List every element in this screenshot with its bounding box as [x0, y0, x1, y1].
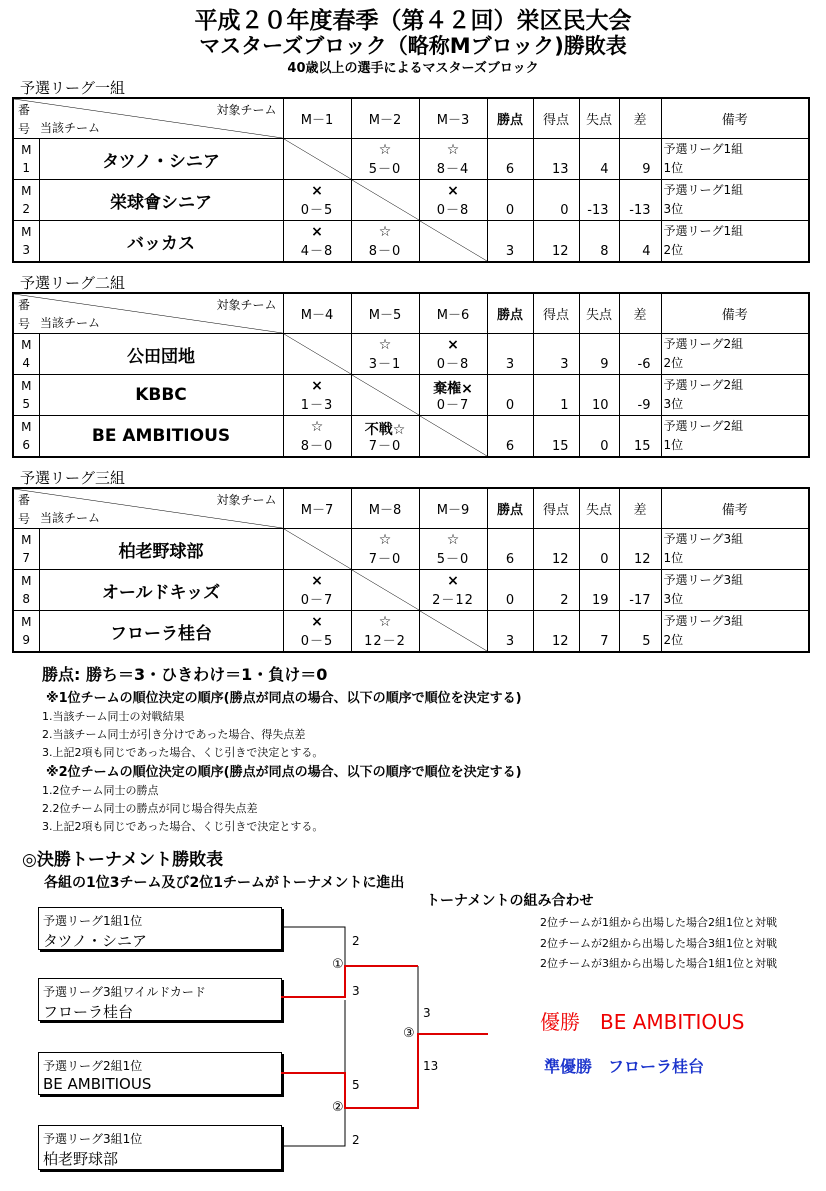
score-final-bottom: 13: [423, 1059, 439, 1073]
team-name: KBBC: [39, 375, 283, 416]
column-header-scored: 得点: [533, 488, 579, 529]
stat-diff: 12: [633, 552, 651, 567]
row-code: M: [21, 225, 32, 239]
team-name: オールドキッズ: [39, 570, 283, 611]
column-header-scored: 得点: [533, 98, 579, 139]
stat-lost: 7: [600, 634, 609, 649]
column-header-opponent: M－3: [419, 98, 487, 139]
column-header-opponent: M－6: [419, 293, 487, 334]
column-header-remarks: 備考: [661, 98, 809, 139]
team-name: タツノ・シニア: [39, 139, 283, 180]
column-header-opponent: M－4: [283, 293, 351, 334]
entry-label: 予選リーグ3組ワイルドカード: [43, 985, 206, 999]
row-code: 6: [22, 438, 31, 452]
group-label: 予選リーグ三組: [20, 469, 126, 487]
result-score: 8－0: [368, 244, 402, 259]
column-header-opponent: M－2: [351, 98, 419, 139]
rules-first-head: ※1位チームの順位決定の順序(勝点が同点の場合、以下の順序で順位を決定する): [46, 691, 522, 706]
column-header-points: 勝点: [487, 98, 533, 139]
match-label-3: ③: [403, 1026, 415, 1041]
team-name: BE AMBITIOUS: [39, 416, 283, 458]
row-code: 5: [22, 397, 31, 411]
result-mark: 棄権×: [433, 381, 473, 397]
header-number-label: 番 号: [18, 493, 31, 526]
stat-points: 6: [505, 552, 515, 567]
stat-lost: 9: [600, 357, 609, 372]
page-note: 40歳以上の選手によるマスターズブロック: [287, 61, 539, 76]
rules-first-item: 3.上記2項も同じであった場合、くじ引きで決定とする。: [42, 746, 324, 759]
result-mark: ☆: [378, 337, 392, 353]
remark-line: 2位: [663, 356, 684, 370]
result-score: 5－0: [368, 162, 402, 177]
result-mark: ☆: [378, 142, 392, 158]
result-mark: ×: [311, 614, 323, 630]
group-label: 予選リーグ二組: [20, 274, 126, 292]
header-self-label: 当該チーム: [40, 511, 101, 525]
entry-name: タツノ・シニア: [43, 932, 147, 950]
stat-lost: 4: [600, 162, 609, 177]
score-m2-bottom: 2: [352, 1133, 360, 1147]
remark-line: 予選リーグ3組: [663, 532, 744, 546]
result-mark: ×: [311, 224, 323, 240]
stat-scored: 13: [551, 162, 569, 177]
tournament-desc: 各組の1位3チーム及び2位1チームがトーナメントに進出: [44, 875, 405, 891]
row-code: M: [21, 533, 32, 547]
remark-line: 2位: [663, 243, 684, 257]
stat-points: 3: [505, 357, 515, 372]
column-header-opponent: M－9: [419, 488, 487, 529]
entry-label: 予選リーグ3組1位: [43, 1132, 143, 1146]
row-code: 8: [22, 592, 31, 606]
group-label: 予選リーグ一組: [20, 79, 126, 97]
result-mark: ☆: [446, 532, 460, 548]
stat-diff: -6: [637, 357, 651, 372]
remark-line: 3位: [663, 592, 684, 606]
row-code: 3: [22, 243, 31, 257]
result-mark: ☆: [378, 224, 392, 240]
entry-label: 予選リーグ2組1位: [43, 1059, 143, 1073]
stat-diff: 5: [642, 634, 651, 649]
entry-label: 予選リーグ1組1位: [43, 914, 143, 928]
entry-name: BE AMBITIOUS: [43, 1075, 152, 1093]
remark-line: 1位: [663, 438, 684, 452]
remark-line: 予選リーグ3組: [663, 573, 744, 587]
stat-lost: 0: [600, 439, 609, 454]
stat-lost: 19: [591, 593, 609, 608]
column-header-opponent: M－1: [283, 98, 351, 139]
remark-line: 3位: [663, 202, 684, 216]
result-score: 3－1: [368, 357, 402, 372]
stat-points: 3: [505, 244, 515, 259]
result-score: 7－0: [368, 552, 402, 567]
result-mark: ×: [447, 573, 459, 589]
result-score: 0－8: [436, 357, 470, 372]
stat-scored: 12: [551, 634, 569, 649]
result-mark: ×: [311, 378, 323, 394]
result-score: 7－0: [368, 439, 402, 454]
column-header-points: 勝点: [487, 488, 533, 529]
row-code: 9: [22, 633, 31, 647]
stat-scored: 1: [560, 398, 569, 413]
column-header-opponent: M－8: [351, 488, 419, 529]
header-number-label: 番 号: [18, 103, 31, 136]
stat-points: 0: [505, 593, 515, 608]
result-mark: 不戦☆: [364, 422, 406, 438]
entry-name: フローラ桂台: [43, 1003, 134, 1021]
stat-scored: 2: [560, 593, 569, 608]
score-m1-bottom: 3: [352, 984, 360, 998]
stat-scored: 3: [560, 357, 569, 372]
column-header-remarks: 備考: [661, 293, 809, 334]
row-code: 4: [22, 356, 31, 370]
result-score: 8－4: [436, 162, 470, 177]
result-mark: ☆: [378, 532, 392, 548]
header-target-label: 対象チーム: [216, 298, 277, 312]
header-number-label: 番 号: [18, 298, 31, 331]
remark-line: 1位: [663, 161, 684, 175]
entry-name: 柏老野球部: [43, 1150, 119, 1168]
score-m2-top: 5: [352, 1078, 360, 1092]
rules-first-item: 1.当該チーム同士の対戦結果: [42, 710, 185, 723]
result-score: 0－5: [300, 634, 334, 649]
rules-second-item: 1.2位チーム同士の勝点: [42, 784, 159, 797]
result-mark: ×: [311, 183, 323, 199]
tournament-title: ◎決勝トーナメント勝敗表: [22, 850, 224, 870]
row-code: M: [21, 338, 32, 352]
rules-points: 勝点: 勝ち＝3・ひきわけ＝1・負け＝0: [42, 665, 328, 684]
header-self-label: 当該チーム: [40, 121, 101, 135]
column-header-diff: 差: [619, 293, 661, 334]
row-code: M: [21, 184, 32, 198]
runner-up: 準優勝 フローラ桂台: [544, 1057, 705, 1076]
stat-points: 6: [505, 162, 515, 177]
row-code: M: [21, 420, 32, 434]
result-mark: ×: [311, 573, 323, 589]
rules-first-item: 2.当該チーム同士が引き分けであった場合、得失点差: [42, 728, 306, 741]
column-header-diff: 差: [619, 488, 661, 529]
remark-line: 予選リーグ1組: [663, 142, 744, 156]
stat-scored: 12: [551, 244, 569, 259]
row-code: M: [21, 143, 32, 157]
column-header-scored: 得点: [533, 293, 579, 334]
result-score: 1－3: [300, 398, 334, 413]
stat-points: 3: [505, 634, 515, 649]
row-code: M: [21, 615, 32, 629]
pairing-note: 2位チームが2組から出場した場合3組1位と対戦: [540, 937, 777, 950]
stat-scored: 12: [551, 552, 569, 567]
remark-line: 予選リーグ1組: [663, 183, 744, 197]
row-code: 7: [22, 551, 31, 565]
team-name: バッカス: [39, 221, 283, 263]
row-code: M: [21, 574, 32, 588]
result-score: 0－7: [300, 593, 334, 608]
result-score: 4－8: [300, 244, 334, 259]
pairing-note: 2位チームが3組から出場した場合1組1位と対戦: [540, 957, 777, 970]
column-header-lost: 失点: [579, 98, 619, 139]
result-score: 12－2: [364, 634, 406, 649]
match-label-1: ①: [332, 957, 344, 972]
stat-scored: 0: [560, 203, 569, 218]
stat-scored: 15: [551, 439, 569, 454]
remark-line: 予選リーグ2組: [663, 378, 744, 392]
result-score: 0－8: [436, 203, 470, 218]
result-score: 0－7: [436, 398, 470, 413]
column-header-opponent: M－7: [283, 488, 351, 529]
team-name: 公田団地: [39, 334, 283, 375]
champion: 優勝 BE AMBITIOUS: [540, 1010, 745, 1034]
row-code: M: [21, 379, 32, 393]
rules-second-item: 2.2位チーム同士の勝点が同じ場合得失点差: [42, 802, 258, 815]
column-header-diff: 差: [619, 98, 661, 139]
stat-points: 6: [505, 439, 515, 454]
page-title: 平成２０年度春季（第４２回）栄区民大会: [194, 8, 632, 34]
remark-line: 1位: [663, 551, 684, 565]
result-score: 8－0: [300, 439, 334, 454]
team-name: 柏老野球部: [39, 529, 283, 570]
stat-lost: 0: [600, 552, 609, 567]
stat-points: 0: [505, 203, 515, 218]
stat-diff: 4: [642, 244, 651, 259]
page-subtitle: マスターズブロック（略称Mブロック)勝敗表: [199, 34, 627, 58]
header-target-label: 対象チーム: [216, 493, 277, 507]
pairing-title: トーナメントの組み合わせ: [426, 893, 594, 909]
column-header-lost: 失点: [579, 488, 619, 529]
stat-diff: -9: [637, 398, 651, 413]
score-final-top: 3: [423, 1006, 431, 1020]
remark-line: 2位: [663, 633, 684, 647]
team-name: フローラ桂台: [39, 611, 283, 653]
team-name: 栄球會シニア: [39, 180, 283, 221]
stat-diff: -17: [629, 593, 651, 608]
stat-diff: 15: [633, 439, 651, 454]
column-header-points: 勝点: [487, 293, 533, 334]
row-code: 2: [22, 202, 31, 216]
remark-line: 予選リーグ3組: [663, 614, 744, 628]
stat-diff: 9: [642, 162, 651, 177]
rules-second-head: ※2位チームの順位決定の順序(勝点が同点の場合、以下の順序で順位を決定する): [46, 765, 522, 780]
column-header-lost: 失点: [579, 293, 619, 334]
result-mark: ☆: [446, 142, 460, 158]
stat-diff: -13: [629, 203, 651, 218]
stat-lost: 8: [600, 244, 609, 259]
pairing-note: 2位チームが1組から出場した場合2組1位と対戦: [540, 916, 777, 929]
remark-line: 予選リーグ2組: [663, 337, 744, 351]
score-m1-top: 2: [352, 934, 360, 948]
result-mark: ×: [447, 337, 459, 353]
result-score: 5－0: [436, 552, 470, 567]
column-header-opponent: M－5: [351, 293, 419, 334]
match-label-2: ②: [332, 1100, 344, 1115]
result-score: 0－5: [300, 203, 334, 218]
rules-second-item: 3.上記2項も同じであった場合、くじ引きで決定とする。: [42, 820, 324, 833]
remark-line: 3位: [663, 397, 684, 411]
stat-lost: 10: [591, 398, 609, 413]
result-mark: ×: [447, 183, 459, 199]
header-self-label: 当該チーム: [40, 316, 101, 330]
row-code: 1: [22, 161, 31, 175]
remark-line: 予選リーグ1組: [663, 224, 744, 238]
result-mark: ☆: [310, 419, 324, 435]
result-score: 2－12: [432, 593, 474, 608]
result-mark: ☆: [378, 614, 392, 630]
stat-points: 0: [505, 398, 515, 413]
remark-line: 予選リーグ2組: [663, 419, 744, 433]
column-header-remarks: 備考: [661, 488, 809, 529]
header-target-label: 対象チーム: [216, 103, 277, 117]
stat-lost: -13: [587, 203, 609, 218]
